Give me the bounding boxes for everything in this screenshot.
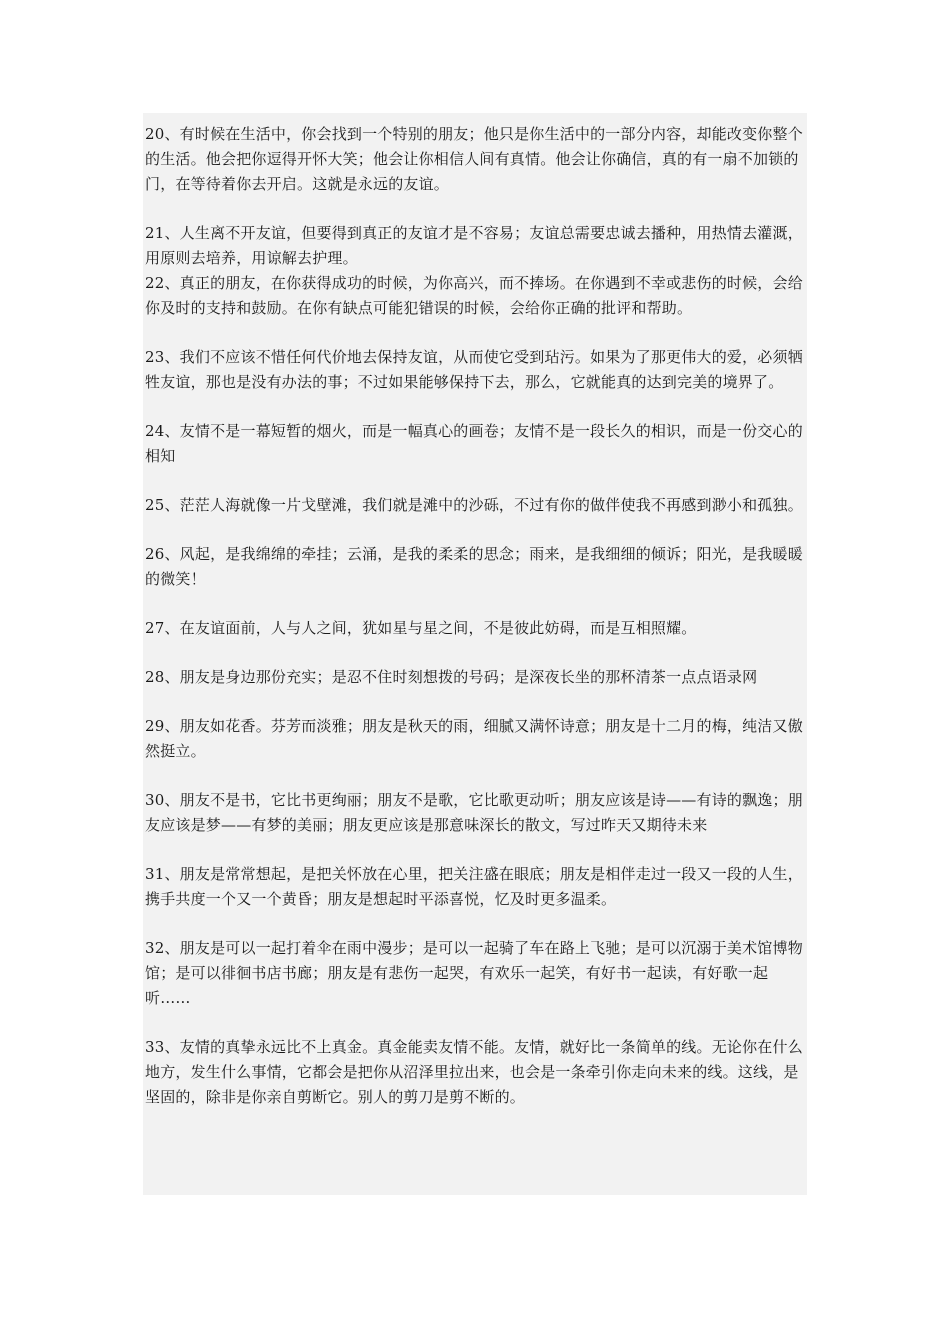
paragraph-33: 33、友情的真挚永远比不上真金。真金能卖友情不能。友情，就好比一条简单的线。无论你在什么地方，发生什么事情，它都会是把你从沼泽里拉出来，也会是一条牵引你走向未来的线。这线，是坚固的，除非是你亲自剪断它。别人的剪刀是剪不断的。 — [145, 1038, 803, 1106]
paragraph-gap — [145, 518, 807, 542]
paragraph-20: 20、有时候在生活中，你会找到一个特别的朋友；他只是你生活中的一部分内容，却能改变你整个的生活。他会把你逗得开怀大笑；他会让你相信人间有真情。他会让你确信，真的有一扇不加锁的门，在等待着你去开启。这就是永远的友谊。 — [145, 125, 803, 193]
paragraph-gap — [145, 838, 807, 862]
paragraph-21: 21、人生离不开友谊，但要得到真正的友谊才是不容易；友谊总需要忠诚去播种，用热情去灌溉，用原则去培养，用谅解去护理。 — [145, 224, 803, 267]
content-block — [143, 113, 807, 1195]
paragraph-gap — [145, 690, 807, 714]
paragraph-29: 29、朋友如花香。芬芳而淡雅；朋友是秋天的雨，细腻又满怀诗意；朋友是十二月的梅，纯洁又傲然挺立。 — [145, 717, 803, 760]
paragraph-24: 24、友情不是一幕短暂的烟火，而是一幅真心的画卷；友情不是一段长久的相识，而是一份交心的相知 — [145, 422, 803, 465]
paragraph-32: 32、朋友是可以一起打着伞在雨中漫步；是可以一起骑了车在路上飞驰；是可以沉溺于美术馆博物馆；是可以徘徊书店书廊；朋友是有悲伤一起哭，有欢乐一起笑，有好书一起读，有好歌一起听…… — [145, 939, 803, 1007]
paragraph-gap — [145, 1011, 807, 1035]
paragraph-30: 30、朋友不是书，它比书更绚丽；朋友不是歌，它比歌更动听；朋友应该是诗——有诗的飘逸；朋友应该是梦——有梦的美丽；朋友更应该是那意味深长的散文，写过昨天又期待未来 — [145, 791, 803, 834]
paragraph-27: 27、在友谊面前，人与人之间，犹如星与星之间，不是彼此妨碍，而是互相照耀。 — [145, 619, 697, 637]
paragraph-gap — [145, 395, 807, 419]
paragraph-gap — [145, 197, 807, 221]
paragraph-gap — [145, 641, 807, 665]
paragraph-gap — [145, 592, 807, 616]
paragraph-26: 26、风起，是我绵绵的牵挂；云涌，是我的柔柔的思念；雨来，是我细细的倾诉；阳光，是我暖暖的微笑！ — [145, 545, 803, 588]
paragraph-28: 28、朋友是身边那份充实；是忍不住时刻想拨的号码；是深夜长坐的那杯清茶一点点语录网 — [145, 668, 758, 686]
paragraph-gap — [145, 912, 807, 936]
paragraph-gap — [145, 469, 807, 493]
paragraph-22: 22、真正的朋友，在你获得成功的时候，为你高兴，而不捧场。在你遇到不幸或悲伤的时候，会给你及时的支持和鼓励。在你有缺点可能犯错误的时候，会给你正确的批评和帮助。 — [145, 274, 803, 317]
paragraph-25: 25、茫茫人海就像一片戈壁滩，我们就是滩中的沙砾，不过有你的做伴使我不再感到渺小和孤独。 — [145, 496, 803, 514]
paragraph-23: 23、我们不应该不惜任何代价地去保持友谊，从而使它受到玷污。如果为了那更伟大的爱，必须牺牲友谊，那也是没有办法的事；不过如果能够保持下去，那么，它就能真的达到完美的境界了。 — [145, 348, 803, 391]
paragraph-gap — [145, 321, 807, 345]
paragraph-gap — [145, 764, 807, 788]
paragraph-31: 31、朋友是常常想起，是把关怀放在心里，把关注盛在眼底；朋友是相伴走过一段又一段的人生，携手共度一个又一个黄昏；朋友是想起时平添喜悦，忆及时更多温柔。 — [145, 865, 803, 908]
